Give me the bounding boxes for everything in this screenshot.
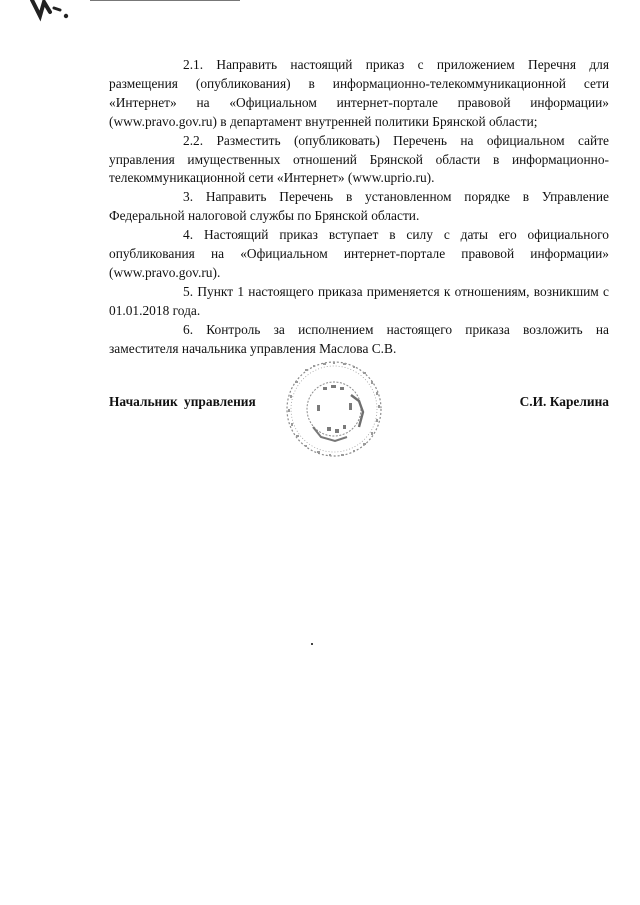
paragraph-3	[109, 188, 609, 226]
paragraph-number: 2.1.	[183, 57, 204, 72]
paragraph-text: Настоящий приказ вступает в силу с даты его официального опубликования на «Официальном интернет-портале правовой информации» (www.pravo.gov.ru).	[109, 227, 609, 280]
top-rule	[90, 0, 240, 1]
paragraph-text: Разместить (опубликовать) Перечень на официальном сайте управления имущественных отношений Брянской области в информационно-телекоммуникационной сети «Интернет» (www.uprio.ru).	[109, 132, 609, 186]
speck	[311, 643, 313, 645]
signature-block	[109, 394, 609, 414]
paragraph-text: Направить Перечень в установленном порядке в Управление Федеральной налоговой службы по Брянской области.	[109, 189, 609, 224]
paragraph-text: Пункт 1 настоящего приказа применяется к отношениям, возникшим с 01.01.2018 года.	[109, 283, 609, 318]
paragraph-number: 4.	[183, 227, 194, 243]
paragraph-6	[109, 321, 609, 359]
signatory-name: С.И. Карелина	[519, 394, 609, 409]
paragraph-2-2	[109, 132, 609, 189]
handwritten-mark	[30, 0, 90, 24]
paragraph-text: Направить настоящий приказ с приложением Перечня для размещения (опубликования) в информационно-телекоммуникационной сети «Интернет» на «Официальном интернет-портале правовой информации» (www.pravo.gov.ru) в департамент внутренней политики Брянской области;	[109, 57, 609, 129]
paragraph-number: 3.	[183, 189, 194, 205]
paragraph-number: 6.	[183, 321, 194, 337]
paragraph-5	[109, 283, 609, 321]
paragraph-number: 5.	[183, 283, 194, 299]
signatory-title: Начальник управления	[109, 394, 256, 409]
paragraph-4	[109, 226, 609, 283]
order-text	[109, 56, 609, 359]
paragraph-text: Контроль за исполнением настоящего приказа возложить на заместителя начальника управления Маслова С.В.	[109, 321, 609, 356]
paragraph-2-1	[109, 56, 609, 132]
paragraph-number: 2.2.	[183, 132, 204, 148]
